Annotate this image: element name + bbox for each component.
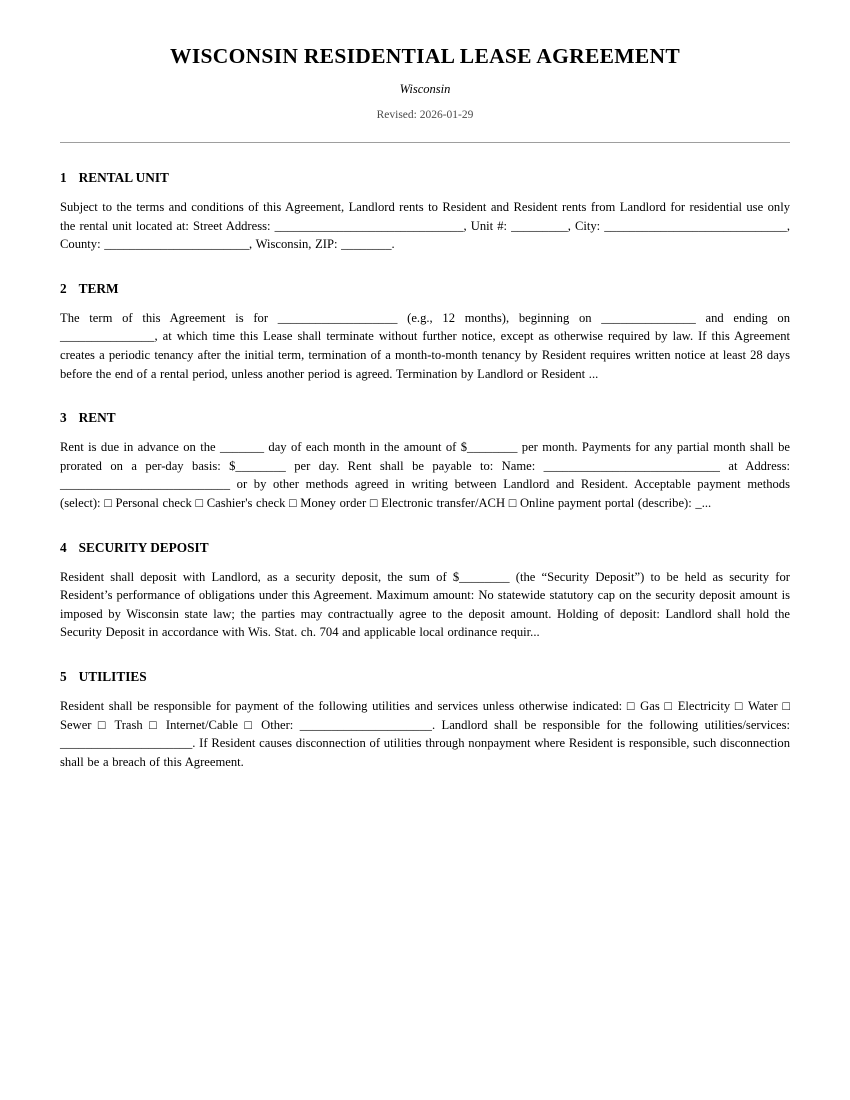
section-title: RENT xyxy=(78,410,116,426)
section-title: UTILITIES xyxy=(78,668,147,684)
section-number: 5 xyxy=(60,668,67,684)
section-number: 2 xyxy=(60,280,67,296)
section-title: RENTAL UNIT xyxy=(78,170,169,185)
section-title: TERM xyxy=(78,280,119,296)
section-body-text: Subject to the terms and conditions of this Agreement, Landlord rents to Resident and Resident rents from Landlord for residential use only the rental unit located at: Street Address: ______________________________, Unit #: _________, City: _____________________________, County: _______________________, Wisconsin, ZIP: ________. xyxy=(60,200,790,252)
section-title: SECURITY DEPOSIT xyxy=(78,539,209,555)
section-heading xyxy=(60,410,790,425)
section-security-deposit xyxy=(60,540,790,642)
document-title: WISCONSIN RESIDENTIAL LEASE AGREEMENT xyxy=(170,44,680,68)
section-body-text: Rent is due in advance on the _______ day of each month in the amount of $________ per month. Payments for any partial month shall be prorated on a per-day basis: $________ per day. Rent shall be payable to: Name: ____________________________ at Address: ___________________________ or by other methods agreed in writing between Landlord and Resident. Acceptable payment methods (select): □ Personal check □ Cashier's check □ Money order □ Electronic transfer/ACH □ Online payment portal (describe): _... xyxy=(60,440,790,510)
section-body-text: Resident shall deposit with Landlord, as a security deposit, the sum of $________ (the “Security Deposit”) to be held as security for Resident’s performance of obligations under this Agreement. Maximum amount: No statewide statutory cap on the security deposit amount is imposed by Wisconsin state law; the parties may contractually agree to the deposit amount. Holding of deposit: Landlord shall hold the Security Deposit in accordance with Wis. Stat. ch. 704 and applicable local ordinance requir... xyxy=(60,569,790,640)
section-heading xyxy=(60,170,790,185)
section-utilities xyxy=(60,669,790,771)
document-subtitle: Wisconsin xyxy=(399,82,451,96)
section-rental-unit xyxy=(60,170,790,254)
document-revised-date: Revised: 2026-01-29 xyxy=(376,109,474,121)
section-number: 1 xyxy=(60,170,67,185)
section-rent xyxy=(60,410,790,512)
section-number: 4 xyxy=(60,539,67,555)
section-heading xyxy=(60,281,790,296)
section-body-text: The term of this Agreement is for ___________________ (e.g., 12 months), beginning on _______________ and ending on _______________, at which time this Lease shall terminate without further notice, except as otherwise required by law. If this Agreement creates a periodic tenancy after the initial term, termination of a month-to-month tenancy by Resident requires written notice at least 28 days before the end of a rental period, unless another period is agreed. Termination by Landlord or Resident ... xyxy=(60,310,790,381)
section-number: 3 xyxy=(60,410,67,426)
section-term xyxy=(60,281,790,383)
section-body-text: Resident shall be responsible for payment of the following utilities and services unless otherwise indicated: □ Gas □ Electricity □ Water □ Sewer □ Trash □ Internet/Cable □ Other: _____________________. Landlord shall be responsible for the following utilities/services: _____________________. If Resident causes disconnection of utilities through nonpayment where Resident is responsible, such disconnection shall be a breach of this Agreement. xyxy=(60,698,790,769)
section-heading xyxy=(60,669,790,684)
section-heading xyxy=(60,540,790,555)
header-divider xyxy=(60,142,790,143)
